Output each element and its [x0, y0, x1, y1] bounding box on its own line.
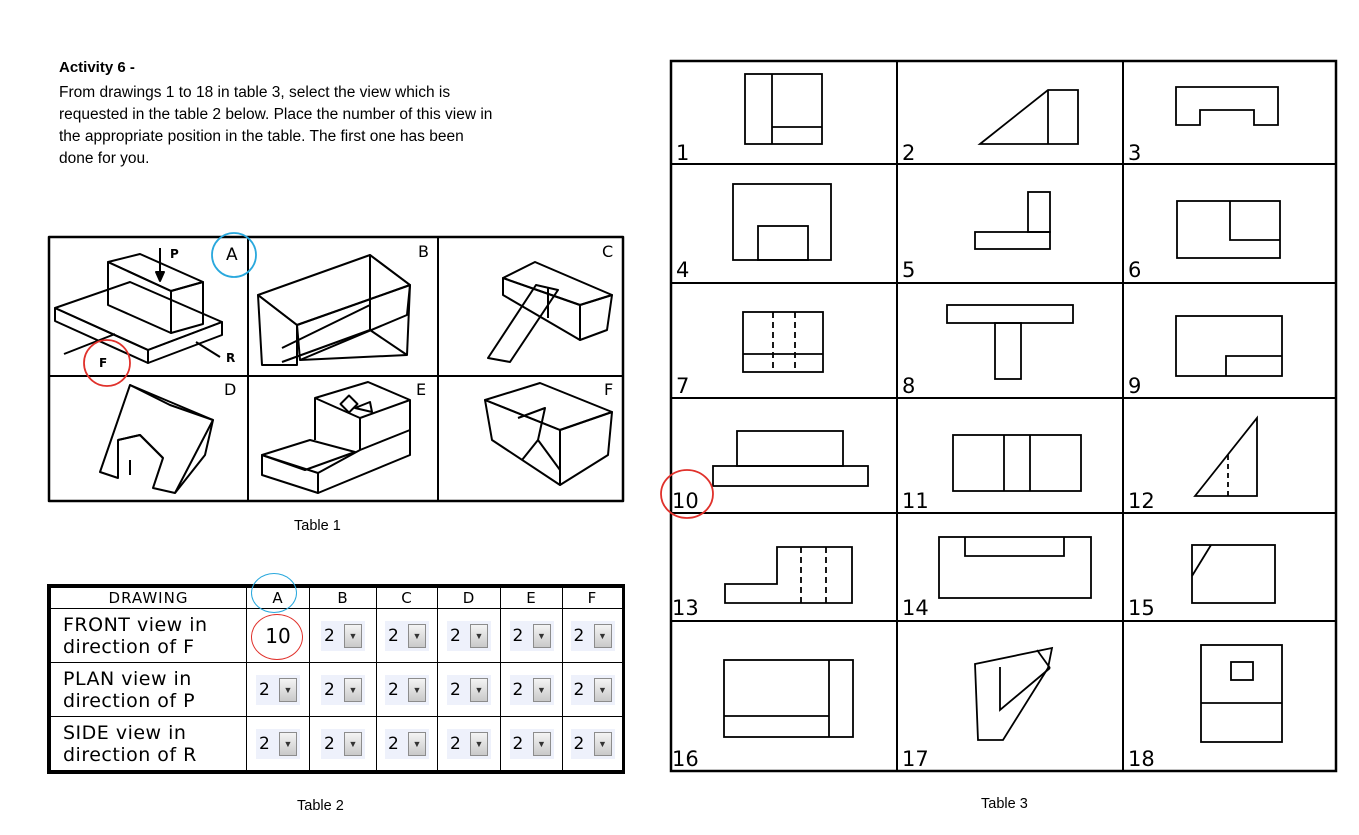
table1-label-e: E	[416, 380, 427, 399]
dropdown-side-c[interactable]: 2 ▼	[385, 729, 429, 759]
chevron-down-icon: ▼	[279, 678, 297, 702]
header-col-c: C	[377, 588, 438, 609]
view-4	[733, 184, 831, 260]
header-col-e: E	[501, 588, 563, 609]
instruction-line-4: done for you.	[59, 150, 150, 167]
dropdown-plan-e[interactable]: 2 ▼	[510, 675, 554, 705]
chevron-down-icon: ▼	[470, 732, 488, 756]
dropdown-plan-f[interactable]: 2 ▼	[571, 675, 615, 705]
header-col-f: F	[563, 588, 623, 609]
header-drawing: DRAWING	[51, 588, 247, 609]
dropdown-side-d[interactable]: 2 ▼	[447, 729, 491, 759]
view-number-16: 16	[672, 747, 699, 771]
view-number-11: 11	[902, 489, 929, 513]
row-label-front-line-1: FRONT view in	[63, 613, 208, 636]
row-label-plan-line-2: direction of P	[63, 689, 196, 712]
chevron-down-icon: ▼	[533, 678, 551, 702]
view-number-8: 8	[902, 374, 916, 398]
view-8	[947, 305, 1073, 379]
dropdown-plan-c[interactable]: 2 ▼	[385, 675, 429, 705]
chevron-down-icon: ▼	[594, 732, 612, 756]
chevron-down-icon: ▼	[408, 624, 426, 648]
row-label-side-line-1: SIDE view in	[63, 721, 187, 744]
view-number-5: 5	[902, 258, 916, 282]
dropdown-front-f[interactable]: 2 ▼	[571, 621, 615, 651]
view-2	[980, 90, 1078, 144]
view-number-18: 18	[1128, 747, 1155, 771]
row-label-side-line-2: direction of R	[63, 743, 197, 766]
chevron-down-icon: ▼	[533, 624, 551, 648]
view-number-15: 15	[1128, 596, 1155, 620]
chevron-down-icon: ▼	[594, 624, 612, 648]
view-number-7: 7	[676, 374, 690, 398]
header-col-b: B	[310, 588, 377, 609]
chevron-down-icon: ▼	[344, 624, 362, 648]
view-number-3: 3	[1128, 141, 1142, 165]
chevron-down-icon: ▼	[408, 732, 426, 756]
dropdown-side-a[interactable]: 2 ▼	[256, 729, 300, 759]
instruction-line-1: From drawings 1 to 18 in table 3, select the view which is	[59, 84, 451, 101]
view-number-12: 12	[1128, 489, 1155, 513]
view-number-17: 17	[902, 747, 929, 771]
view-number-6: 6	[1128, 258, 1142, 282]
chevron-down-icon: ▼	[470, 624, 488, 648]
dropdown-side-e[interactable]: 2 ▼	[510, 729, 554, 759]
view-number-14: 14	[902, 596, 929, 620]
chevron-down-icon: ▼	[533, 732, 551, 756]
view-18	[1201, 645, 1282, 742]
arrow-label-f: F	[99, 356, 108, 370]
table2-caption: Table 2	[297, 798, 344, 814]
view-7	[743, 312, 823, 372]
activity-title: Activity 6 -	[59, 59, 135, 76]
view-number-9: 9	[1128, 374, 1142, 398]
instruction-line-2: requested in the table 2 below. Place the number of this view in	[59, 106, 493, 123]
view-17	[975, 648, 1052, 740]
row-label-front-line-2: direction of F	[63, 635, 195, 658]
view-15	[1192, 545, 1275, 603]
dropdown-front-c[interactable]: 2 ▼	[385, 621, 429, 651]
view-14	[939, 537, 1091, 598]
view-16	[724, 660, 853, 737]
dropdown-plan-b[interactable]: 2 ▼	[321, 675, 365, 705]
table1-label-d: D	[224, 380, 237, 399]
dropdown-plan-d[interactable]: 2 ▼	[447, 675, 491, 705]
view-11	[953, 435, 1081, 491]
chevron-down-icon: ▼	[344, 732, 362, 756]
dropdown-front-d[interactable]: 2 ▼	[447, 621, 491, 651]
chevron-down-icon: ▼	[470, 678, 488, 702]
chevron-down-icon: ▼	[279, 732, 297, 756]
table3-caption: Table 3	[981, 796, 1028, 812]
dropdown-front-b[interactable]: 2 ▼	[321, 621, 365, 651]
table1-label-f: F	[604, 380, 614, 399]
answer-value: 10	[265, 623, 291, 648]
chevron-down-icon: ▼	[408, 678, 426, 702]
view-number-1: 1	[676, 141, 690, 165]
row-label-plan-line-1: PLAN view in	[63, 667, 192, 690]
dropdown-plan-a[interactable]: 2 ▼	[256, 675, 300, 705]
view-12	[1195, 418, 1257, 496]
table1-caption: Table 1	[294, 518, 341, 534]
arrow-label-r: R	[226, 351, 236, 365]
view-number-10: 10	[672, 489, 699, 513]
table1-label-c: C	[602, 242, 614, 261]
view-5	[975, 192, 1050, 249]
view-10	[713, 431, 868, 486]
chevron-down-icon: ▼	[344, 678, 362, 702]
table1-label-a: A	[226, 245, 238, 265]
arrow-label-p: P	[170, 247, 179, 261]
dropdown-side-f[interactable]: 2 ▼	[571, 729, 615, 759]
view-1	[745, 74, 822, 144]
view-3	[1176, 87, 1278, 125]
view-9	[1176, 316, 1282, 376]
view-number-4: 4	[676, 258, 690, 282]
view-number-13: 13	[672, 596, 699, 620]
instruction-line-3: the appropriate position in the table. The first one has been	[59, 128, 464, 145]
table1-label-b: B	[418, 242, 429, 261]
dropdown-side-b[interactable]: 2 ▼	[321, 729, 365, 759]
view-number-2: 2	[902, 141, 916, 165]
chevron-down-icon: ▼	[594, 678, 612, 702]
view-13	[725, 547, 852, 603]
view-6	[1177, 201, 1280, 258]
header-col-d: D	[438, 588, 501, 609]
header-col-a: A	[247, 588, 310, 609]
dropdown-front-e[interactable]: 2 ▼	[510, 621, 554, 651]
